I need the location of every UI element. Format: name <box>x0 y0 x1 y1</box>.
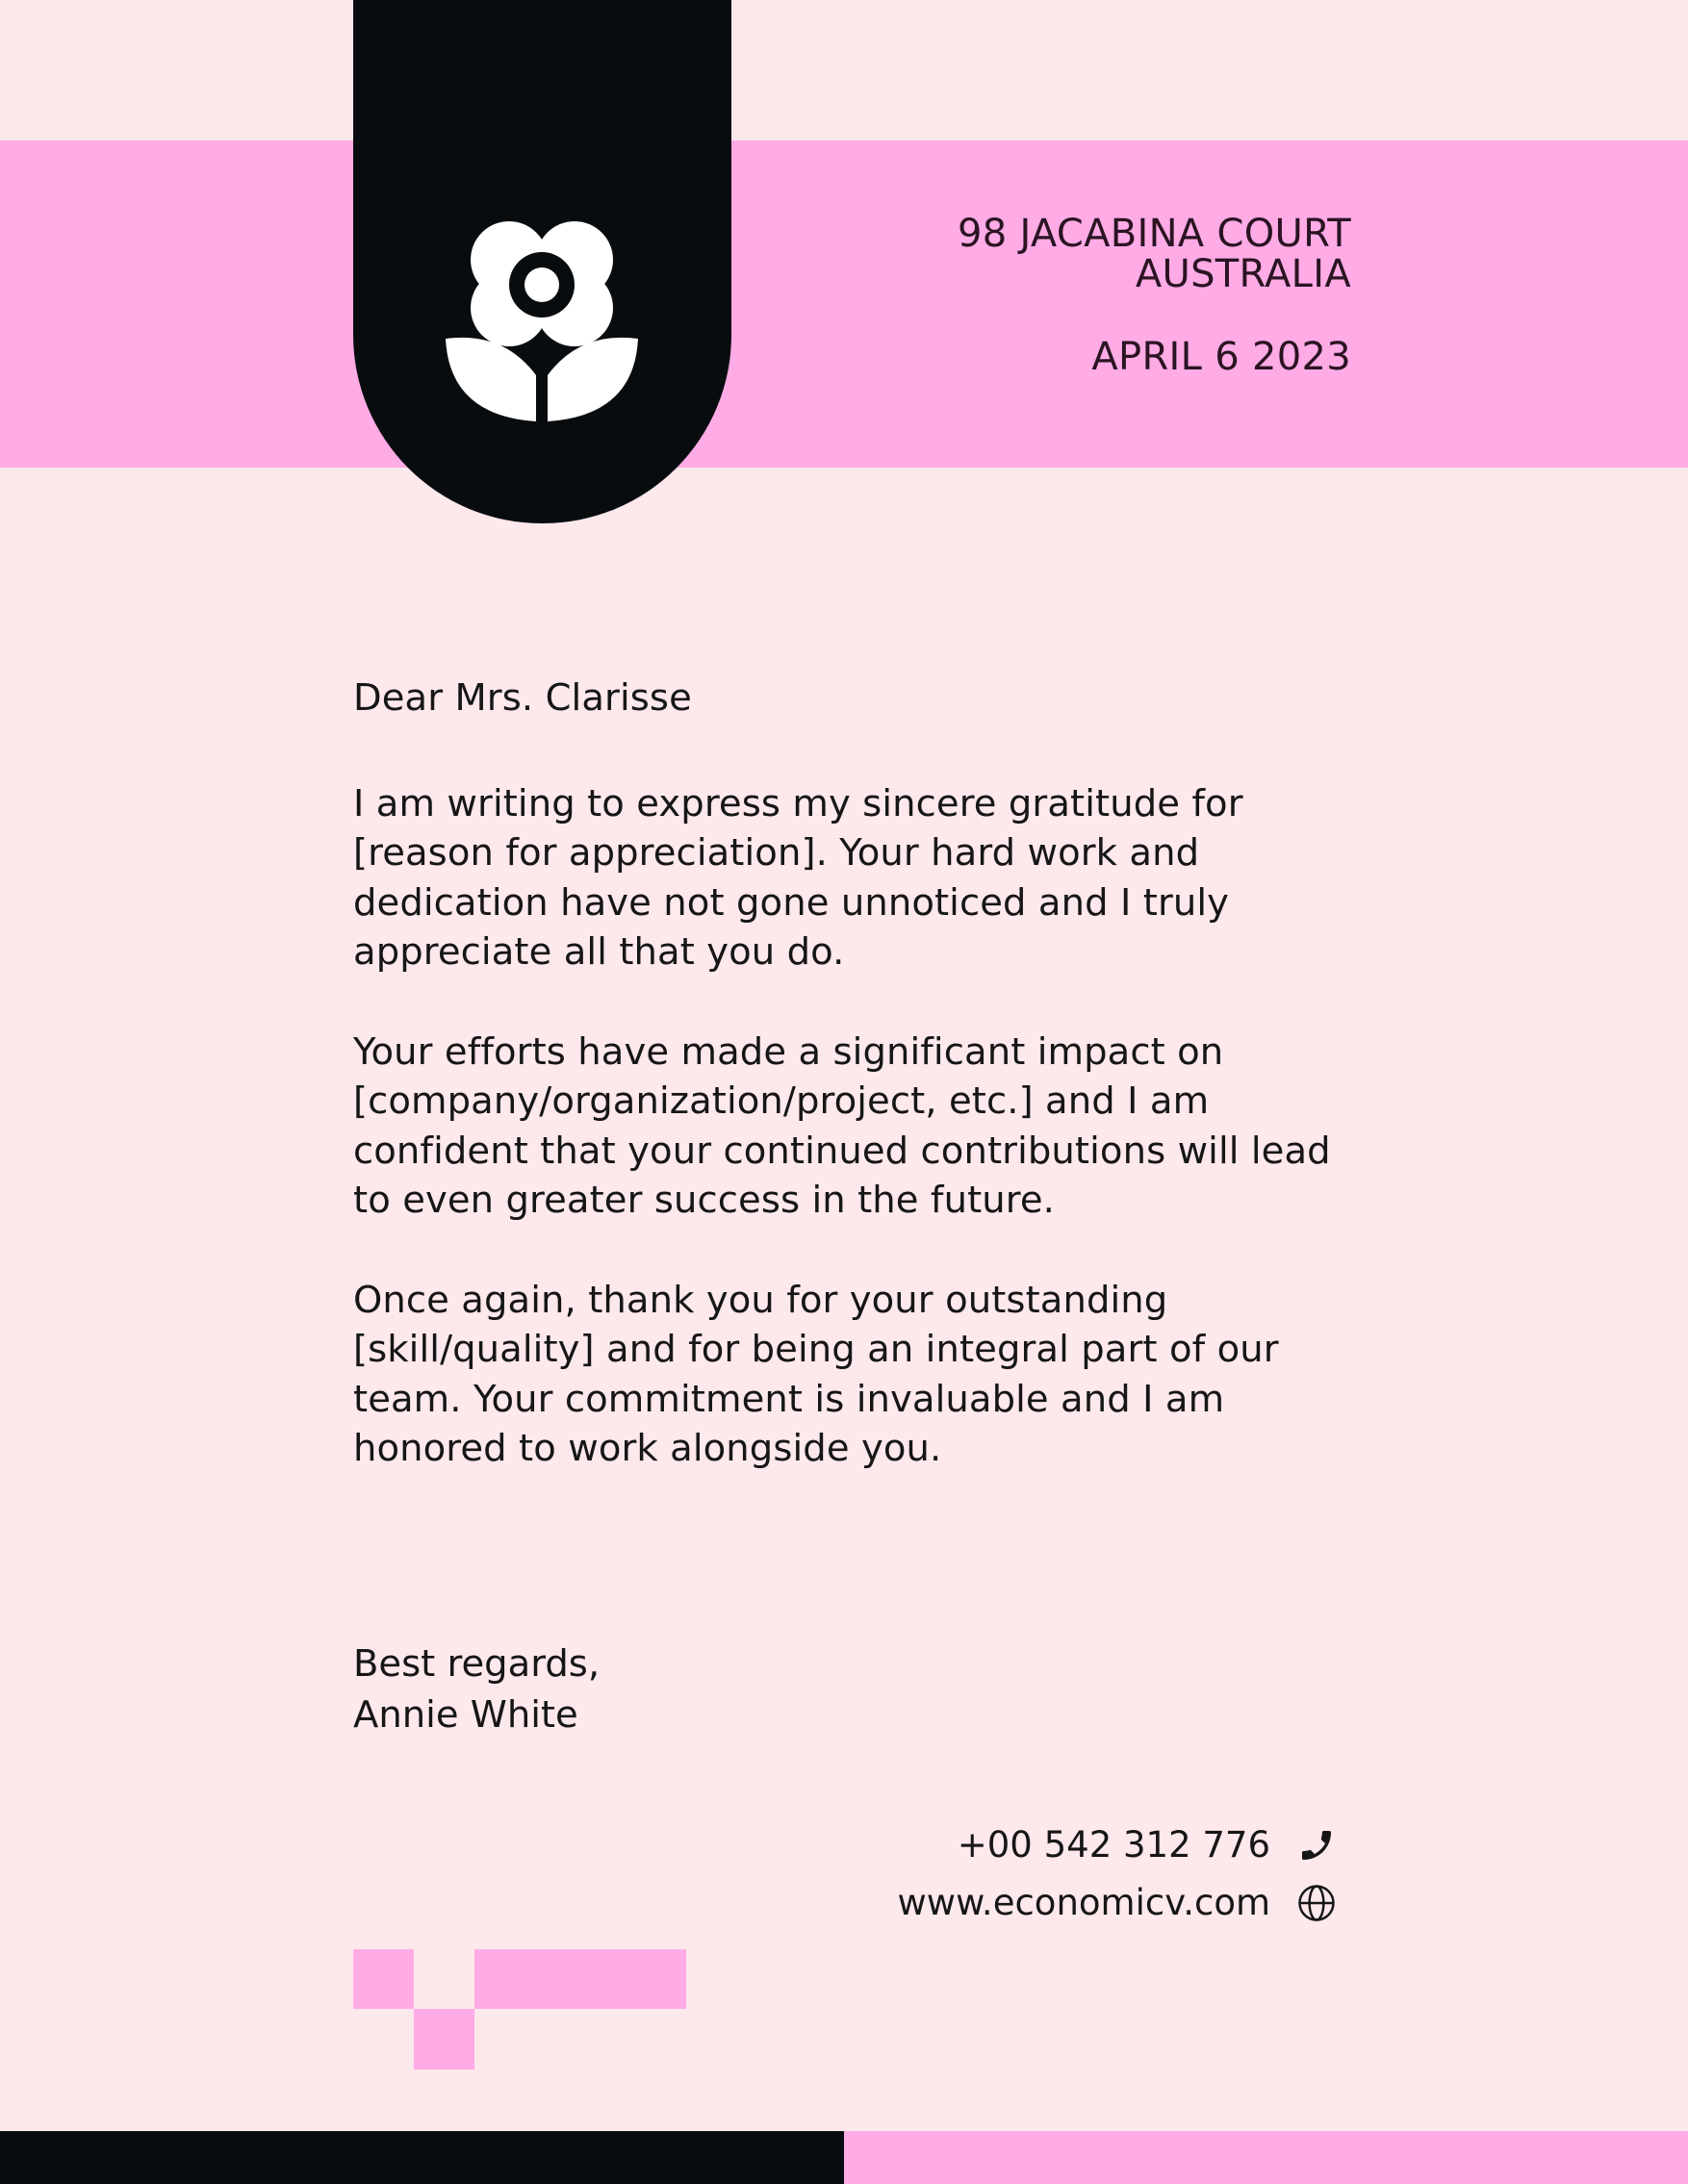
letter-date: APRIL 6 2023 <box>1091 335 1351 379</box>
paragraph-2: Your efforts have made a significant impact on [company/organization/project, etc.] and I am confident that your continued contributions will lead to even greater success in the future. <box>353 1029 1331 1222</box>
contact-phone-row <box>898 1816 1338 1874</box>
decorative-pixel-bar <box>474 1949 686 2009</box>
phone-number: +00 542 312 776 <box>957 1824 1270 1866</box>
header-band <box>0 140 1688 468</box>
decorative-pixel-block <box>353 1949 414 2009</box>
website-link[interactable]: www.economicv.com <box>897 1882 1270 1923</box>
phone-icon <box>1295 1824 1338 1867</box>
decorative-pixel-block <box>414 2009 474 2070</box>
logo-tab <box>353 0 731 523</box>
greeting: Dear Mrs. Clarisse <box>353 676 692 720</box>
footer-bar-pink <box>844 2131 1688 2184</box>
address-line-2: AUSTRALIA <box>1135 252 1351 296</box>
address-line-1: 98 JACABINA COURT <box>957 212 1351 256</box>
letter-body <box>353 673 1373 1524</box>
paragraph-1: I am writing to express my sincere gratitude for [reason for appreciation]. Your hard work and dedication have not gone unnoticed and I truly appreciate all that you do. <box>353 781 1243 974</box>
contact-website-row <box>898 1874 1338 1932</box>
closing-phrase: Best regards, <box>353 1642 601 1686</box>
footer-bar-dark <box>0 2131 844 2184</box>
header-info <box>958 214 1351 377</box>
paragraph-3: Once again, thank you for your outstanding [skill/quality] and for being an integral part of our team. Your commitment is invaluable and I am honored to work alongside you. <box>353 1278 1279 1470</box>
closing-block <box>353 1638 600 1740</box>
flower-logo-icon <box>446 214 638 425</box>
globe-icon <box>1295 1882 1338 1924</box>
contact-block <box>898 1816 1338 1932</box>
signature-name: Annie White <box>353 1693 578 1737</box>
